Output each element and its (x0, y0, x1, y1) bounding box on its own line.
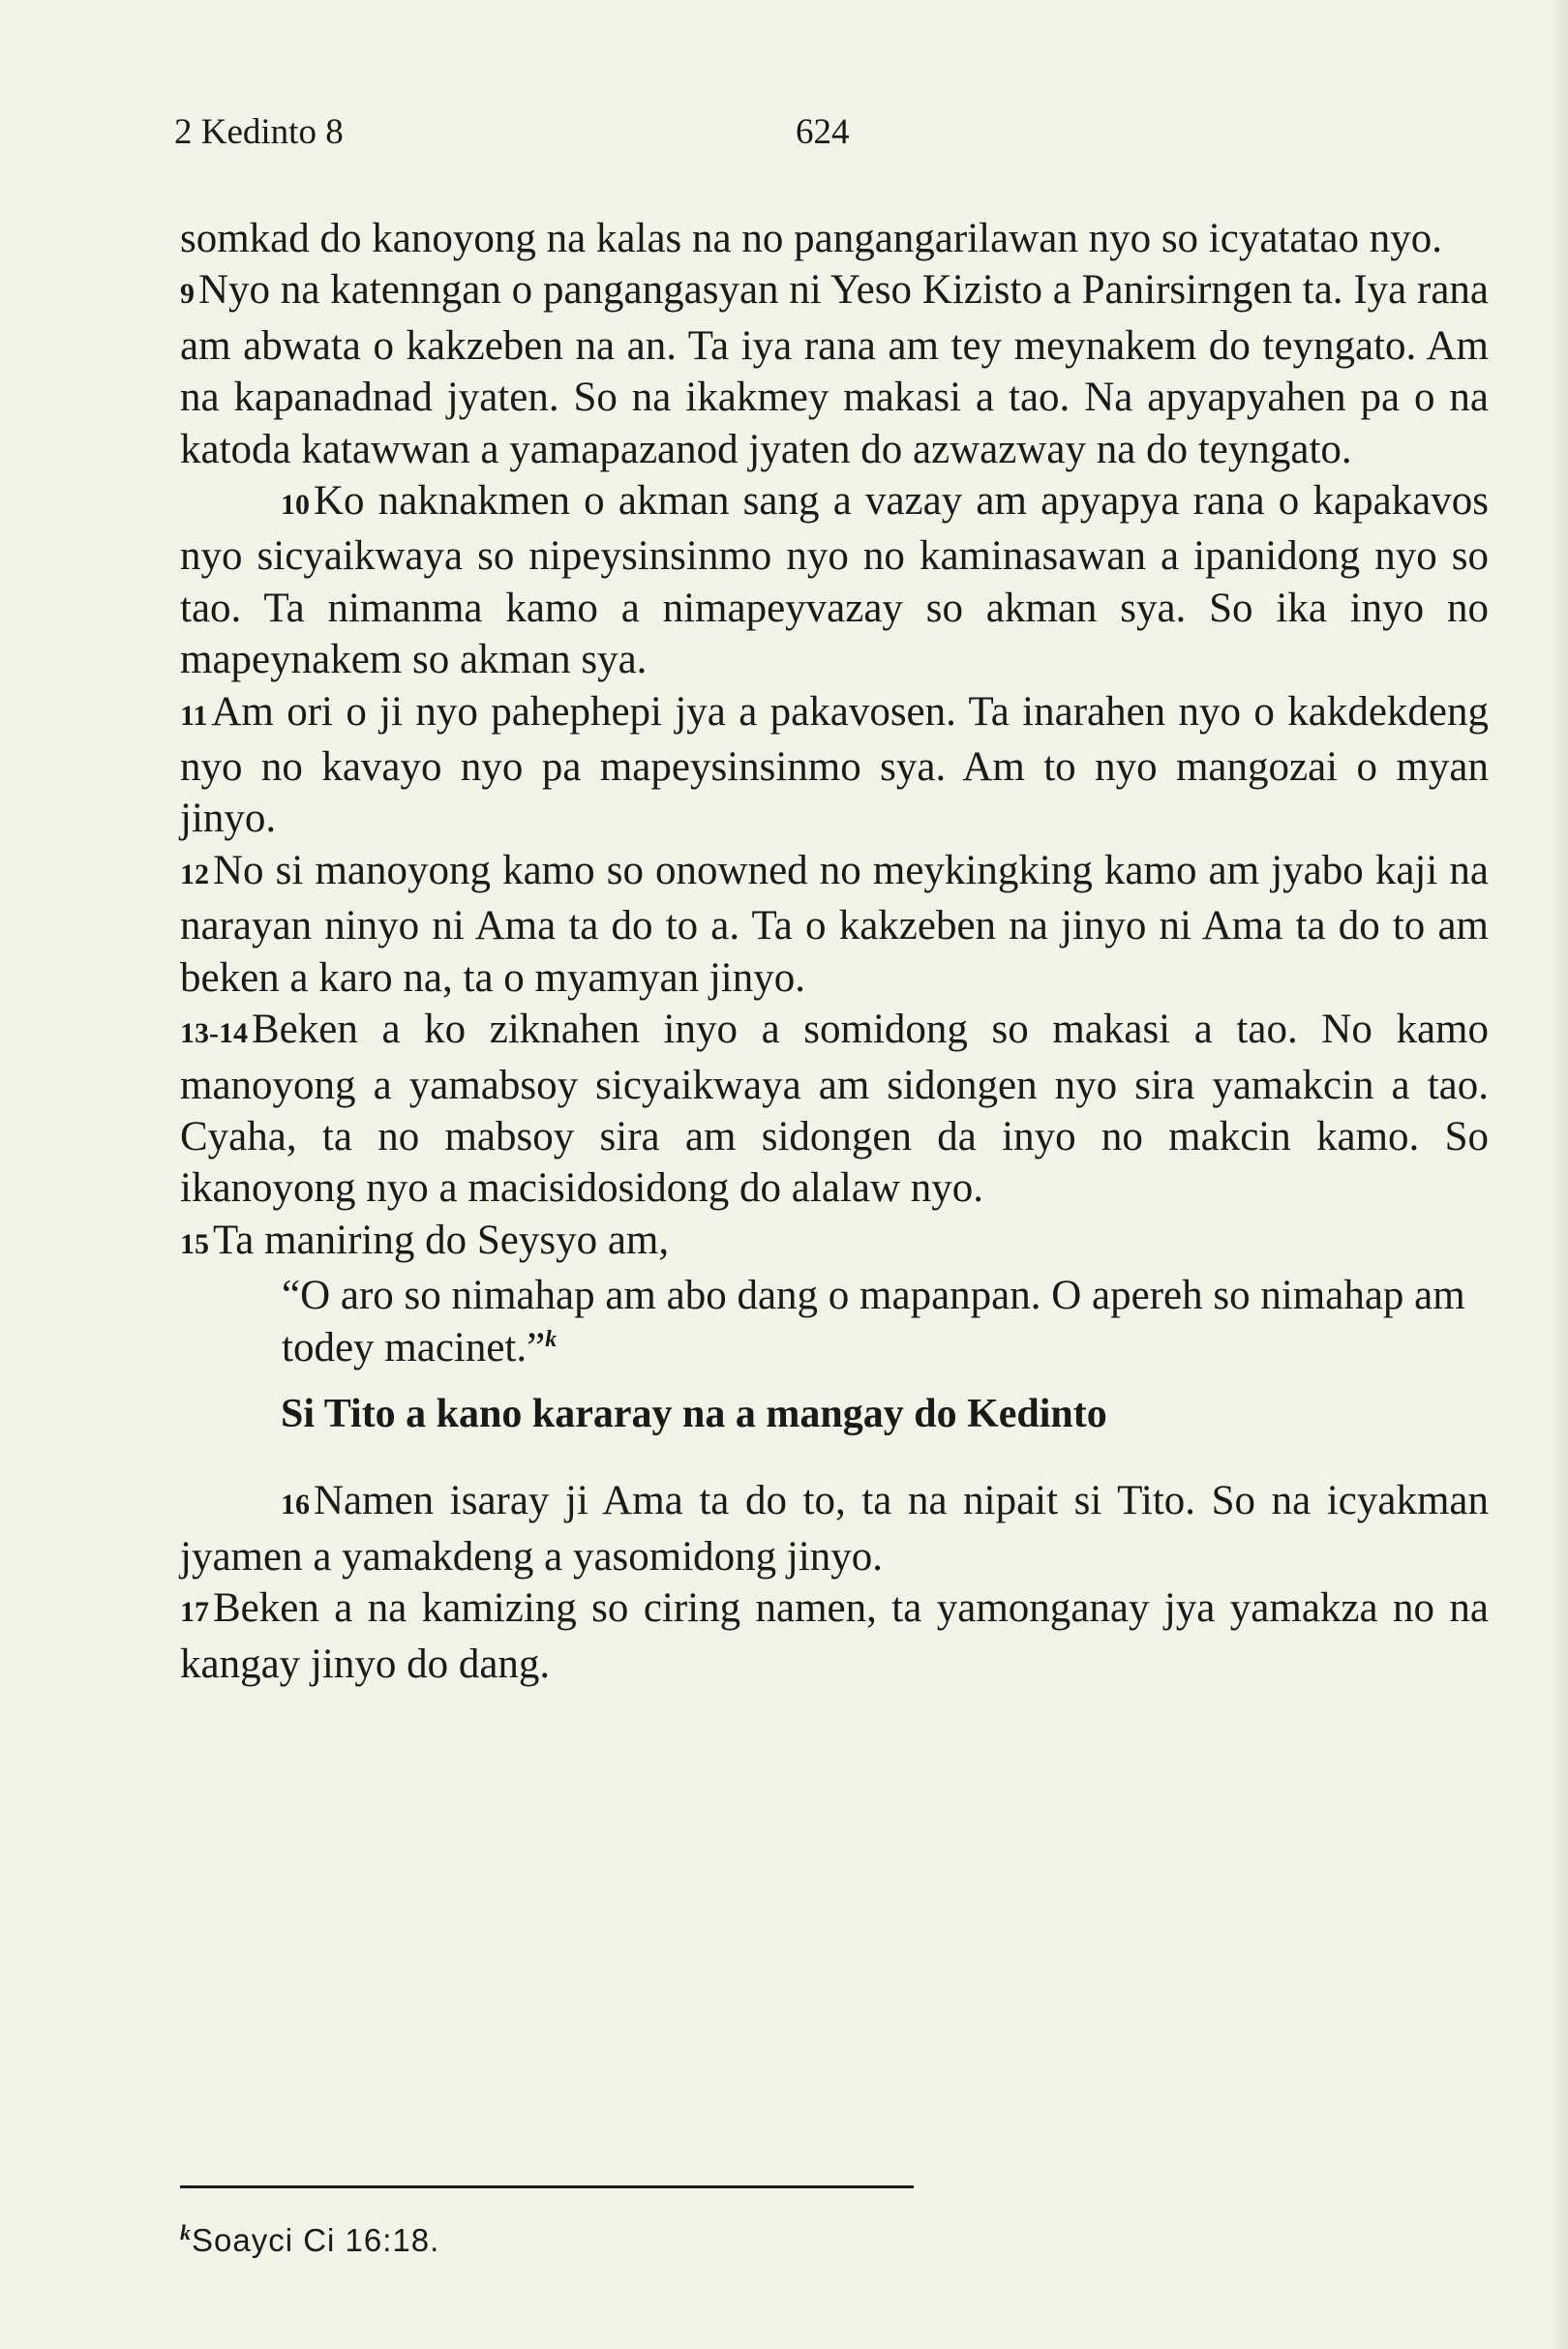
verse-number: 11 (180, 699, 208, 732)
paragraph-text: Ko naknakmen o akman sang a vazay am apyapya rana o kapakavos nyo sicyaikwaya so nipeysinsinmo nyo no kaminasawan a ipanidong nyo so tao. Ta nimanma kamo a nimapeyvazay so akman sya. So ika inyo no mapeynakem so akman sya. (180, 478, 1489, 683)
book-reference: 2 Kedinto 8 (174, 112, 344, 152)
paragraph (180, 264, 1489, 475)
paragraph (180, 1582, 1489, 1690)
verse-number: 12 (180, 858, 209, 890)
paragraph-text: Beken a na kamizing so ciring namen, ta yamonganay jya yamakza no na kangay jinyo do dang. (180, 1585, 1489, 1687)
paragraph (180, 1475, 1489, 1582)
paragraph-text: somkad do kanoyong na kalas na no pangangarilawan nyo so icyatatao nyo. (180, 216, 1442, 261)
paragraph (180, 475, 1489, 686)
page-edge-shadow (1551, 0, 1568, 2349)
quote-text: “O aro so nimahap am abo dang o mapanpan. O apereh so nimahap am todey macinet.” (282, 1273, 1465, 1370)
footnote (180, 2218, 439, 2263)
verse-number: 10 (281, 489, 310, 522)
footnote-mark: k (180, 2220, 192, 2244)
page-number: 624 (796, 112, 850, 152)
paragraph (180, 1004, 1489, 1215)
verse-number: 16 (281, 1489, 310, 1521)
paragraph (180, 1215, 1489, 1270)
paragraph (180, 213, 1489, 264)
running-header (174, 108, 1481, 157)
footnote-reference: k (545, 1326, 558, 1352)
footnote-divider (180, 2185, 914, 2188)
verse-number: 15 (180, 1227, 209, 1260)
verse-number: 13-14 (180, 1017, 248, 1050)
paragraph (180, 686, 1489, 845)
paragraph-text: No si manoyong kamo so onowned no meykingking kamo am jyabo kaji na narayan ninyo ni Ama ta do to a. Ta o kakzeben na jinyo ni Ama ta do to am beken a karo na, ta o myamyan jinyo. (180, 847, 1489, 1001)
body-text (180, 213, 1489, 1690)
paragraph-text: Namen isaray ji Ama ta do to, ta na nipait si Tito. So na icyakman jyamen a yamakdeng a yasomidong jinyo. (180, 1478, 1489, 1580)
paragraph-text: Ta maniring do Seysyo am, (213, 1217, 670, 1263)
paragraph-text: Beken a ko ziknahen inyo a somidong so makasi a tao. No kamo manoyong a yamabsoy sicyaikwaya am sidongen nyo sira yamakcin a tao. Cyaha, ta no mabsoy sira am sidongen da inyo no makcin kamo. So ikanoyong nyo a macisidosidong do alalaw nyo. (180, 1007, 1489, 1212)
section-heading: Si Tito a kano kararay na a mangay do Kedinto (281, 1391, 1107, 1436)
paragraph-text: Am ori o ji nyo pahephepi jya a pakavosen. Ta inarahen nyo o kakdekdeng nyo no kavayo nyo pa mapeysinsinmo sya. Am to nyo mangozai o myan jinyo. (180, 688, 1489, 842)
verse-number: 17 (180, 1596, 209, 1629)
paragraph-text: Nyo na katenngan o pangangasyan ni Yeso Kizisto a Panirsirngen ta. Iya rana am abwata o kakzeben na an. Ta iya rana am tey meynakem do teyngato. Am na kapanadnad jyaten. So na ikakmey makasi a tao. Na apyapyahen pa o na katoda katawwan a yamapazanod jyaten do azwazway na do teyngato. (180, 267, 1489, 472)
verse-number: 9 (180, 278, 195, 311)
scripture-quote (282, 1270, 1489, 1373)
paragraph (180, 845, 1489, 1004)
footnote-text: Soayci Ci 16:18. (192, 2222, 440, 2258)
